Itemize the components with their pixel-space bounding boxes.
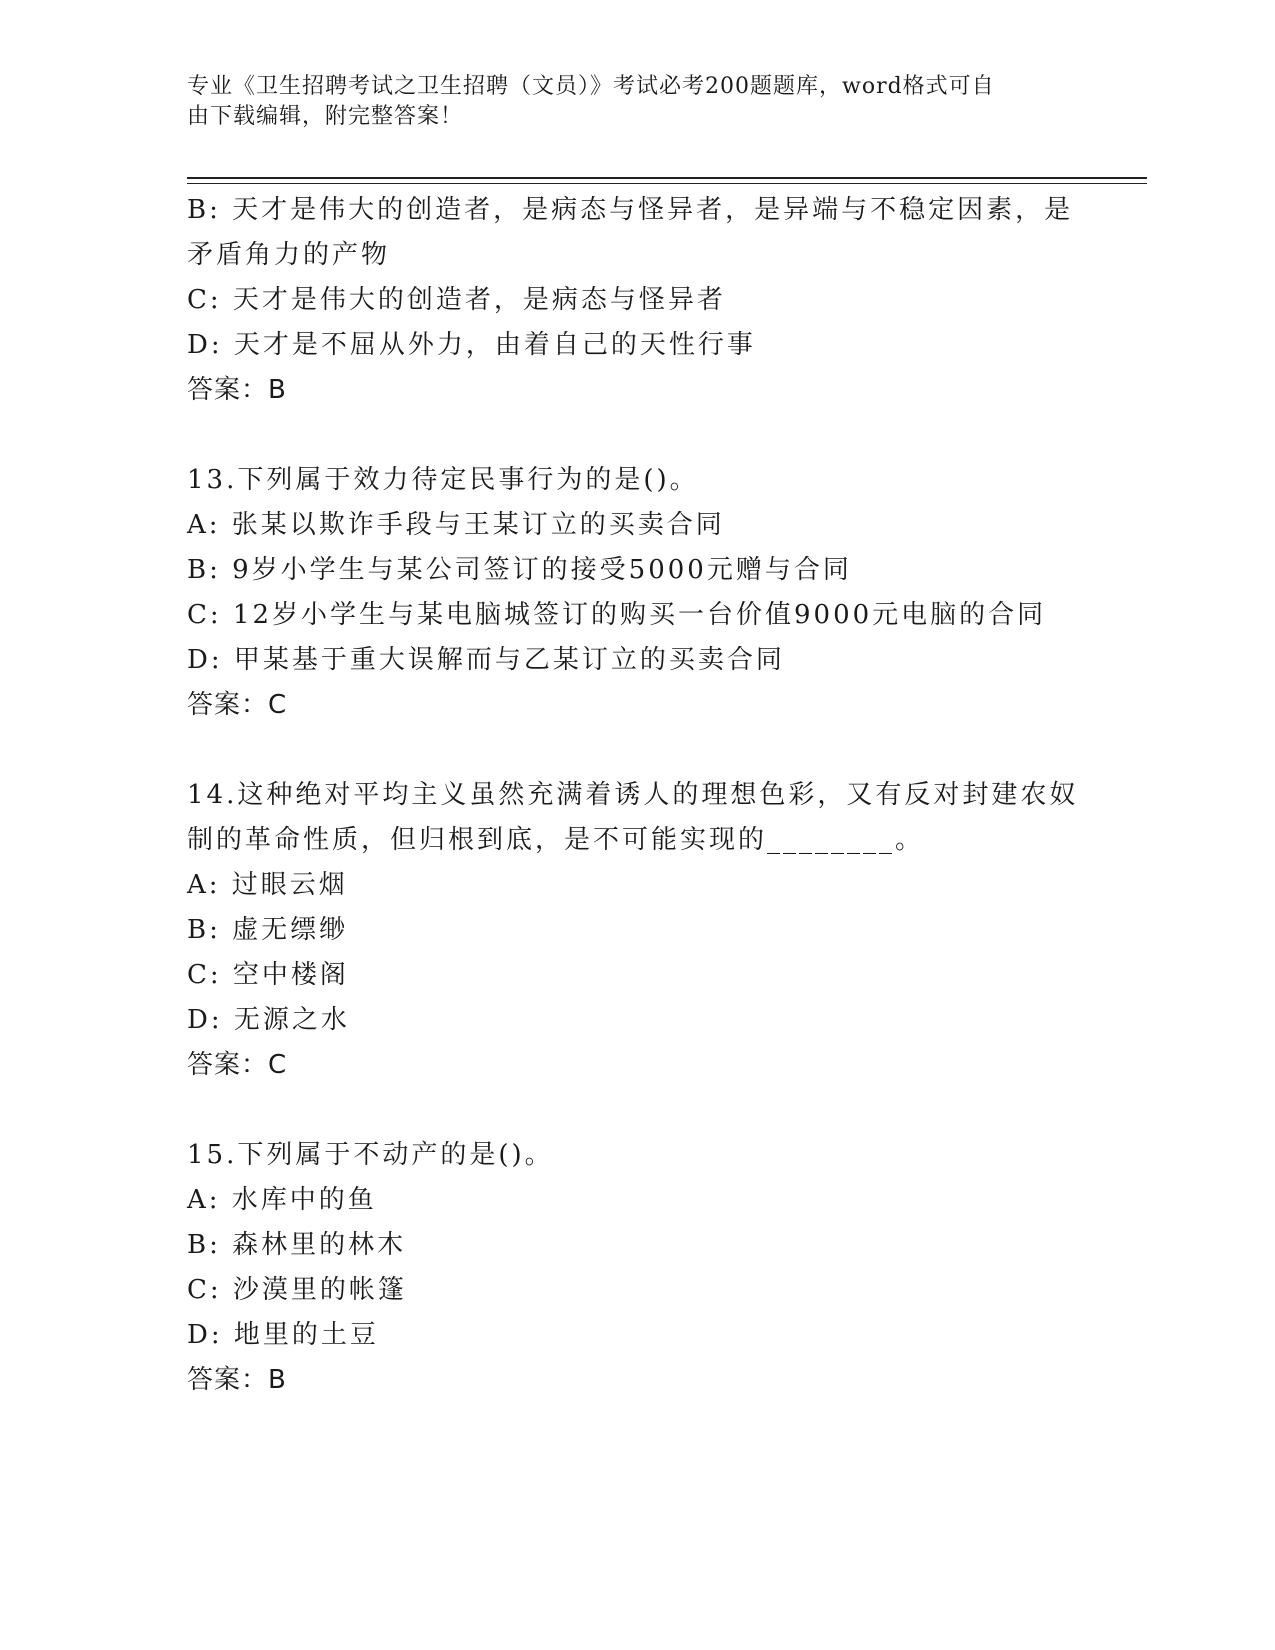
- option-a: A: 过眼云烟: [187, 870, 348, 900]
- question-15: [187, 1133, 1087, 1403]
- header-line-1: 专业《卫生招聘考试之卫生招聘（文员）》考试必考200题题库，word格式可自: [187, 74, 995, 99]
- header-line-2: 由下载编辑，附完整答案！: [187, 104, 464, 129]
- header-rule-thick: [187, 177, 1147, 179]
- answer: 答案：C: [187, 1050, 288, 1080]
- option-a: A: 水库中的鱼: [187, 1185, 377, 1215]
- option-c: C: 空中楼阁: [187, 960, 349, 990]
- option-b-continued: 矛盾角力的产物: [187, 240, 391, 270]
- option-d: D: 天才是不屈从外力，由着自己的天性行事: [187, 330, 756, 360]
- option-b: B: 森林里的林木: [187, 1230, 407, 1260]
- document-body: [187, 188, 1087, 1403]
- document-header: [187, 72, 1067, 132]
- question-13: [187, 458, 1087, 728]
- option-b: B: 9岁小学生与某公司签订的接受5000元赠与合同: [187, 555, 852, 585]
- option-a: A: 张某以欺诈手段与王某订立的买卖合同: [187, 510, 725, 540]
- spacer: [187, 728, 1087, 773]
- question-stem: 15.下列属于不动产的是()。: [187, 1140, 554, 1170]
- option-c: C: 天才是伟大的创造者，是病态与怪异者: [187, 285, 726, 315]
- option-d: D: 无源之水: [187, 1005, 350, 1035]
- question-stem-continued: 制的革命性质，但归根到底，是不可能实现的________。: [187, 825, 925, 855]
- question-stem: 14.这种绝对平均主义虽然充满着诱人的理想色彩，又有反对封建农奴: [187, 780, 1079, 810]
- answer: 答案：B: [187, 375, 287, 405]
- header-rule-thin: [187, 183, 1147, 184]
- answer: 答案：C: [187, 690, 288, 720]
- question-stem: 13.下列属于效力待定民事行为的是()。: [187, 465, 699, 495]
- answer: 答案：B: [187, 1365, 287, 1395]
- question-partial: [187, 188, 1087, 413]
- option-c: C: 沙漠里的帐篷: [187, 1275, 407, 1305]
- option-b: B: 虚无缥缈: [187, 915, 349, 945]
- option-d: D: 甲某基于重大误解而与乙某订立的买卖合同: [187, 645, 785, 675]
- spacer: [187, 1088, 1087, 1133]
- question-14: [187, 773, 1087, 1088]
- option-b: B: 天才是伟大的创造者，是病态与怪异者，是异端与不稳定因素，是: [187, 195, 1074, 225]
- spacer: [187, 413, 1087, 458]
- option-d: D: 地里的土豆: [187, 1320, 379, 1350]
- option-c: C: 12岁小学生与某电脑城签订的购买一台价值9000元电脑的合同: [187, 600, 1047, 630]
